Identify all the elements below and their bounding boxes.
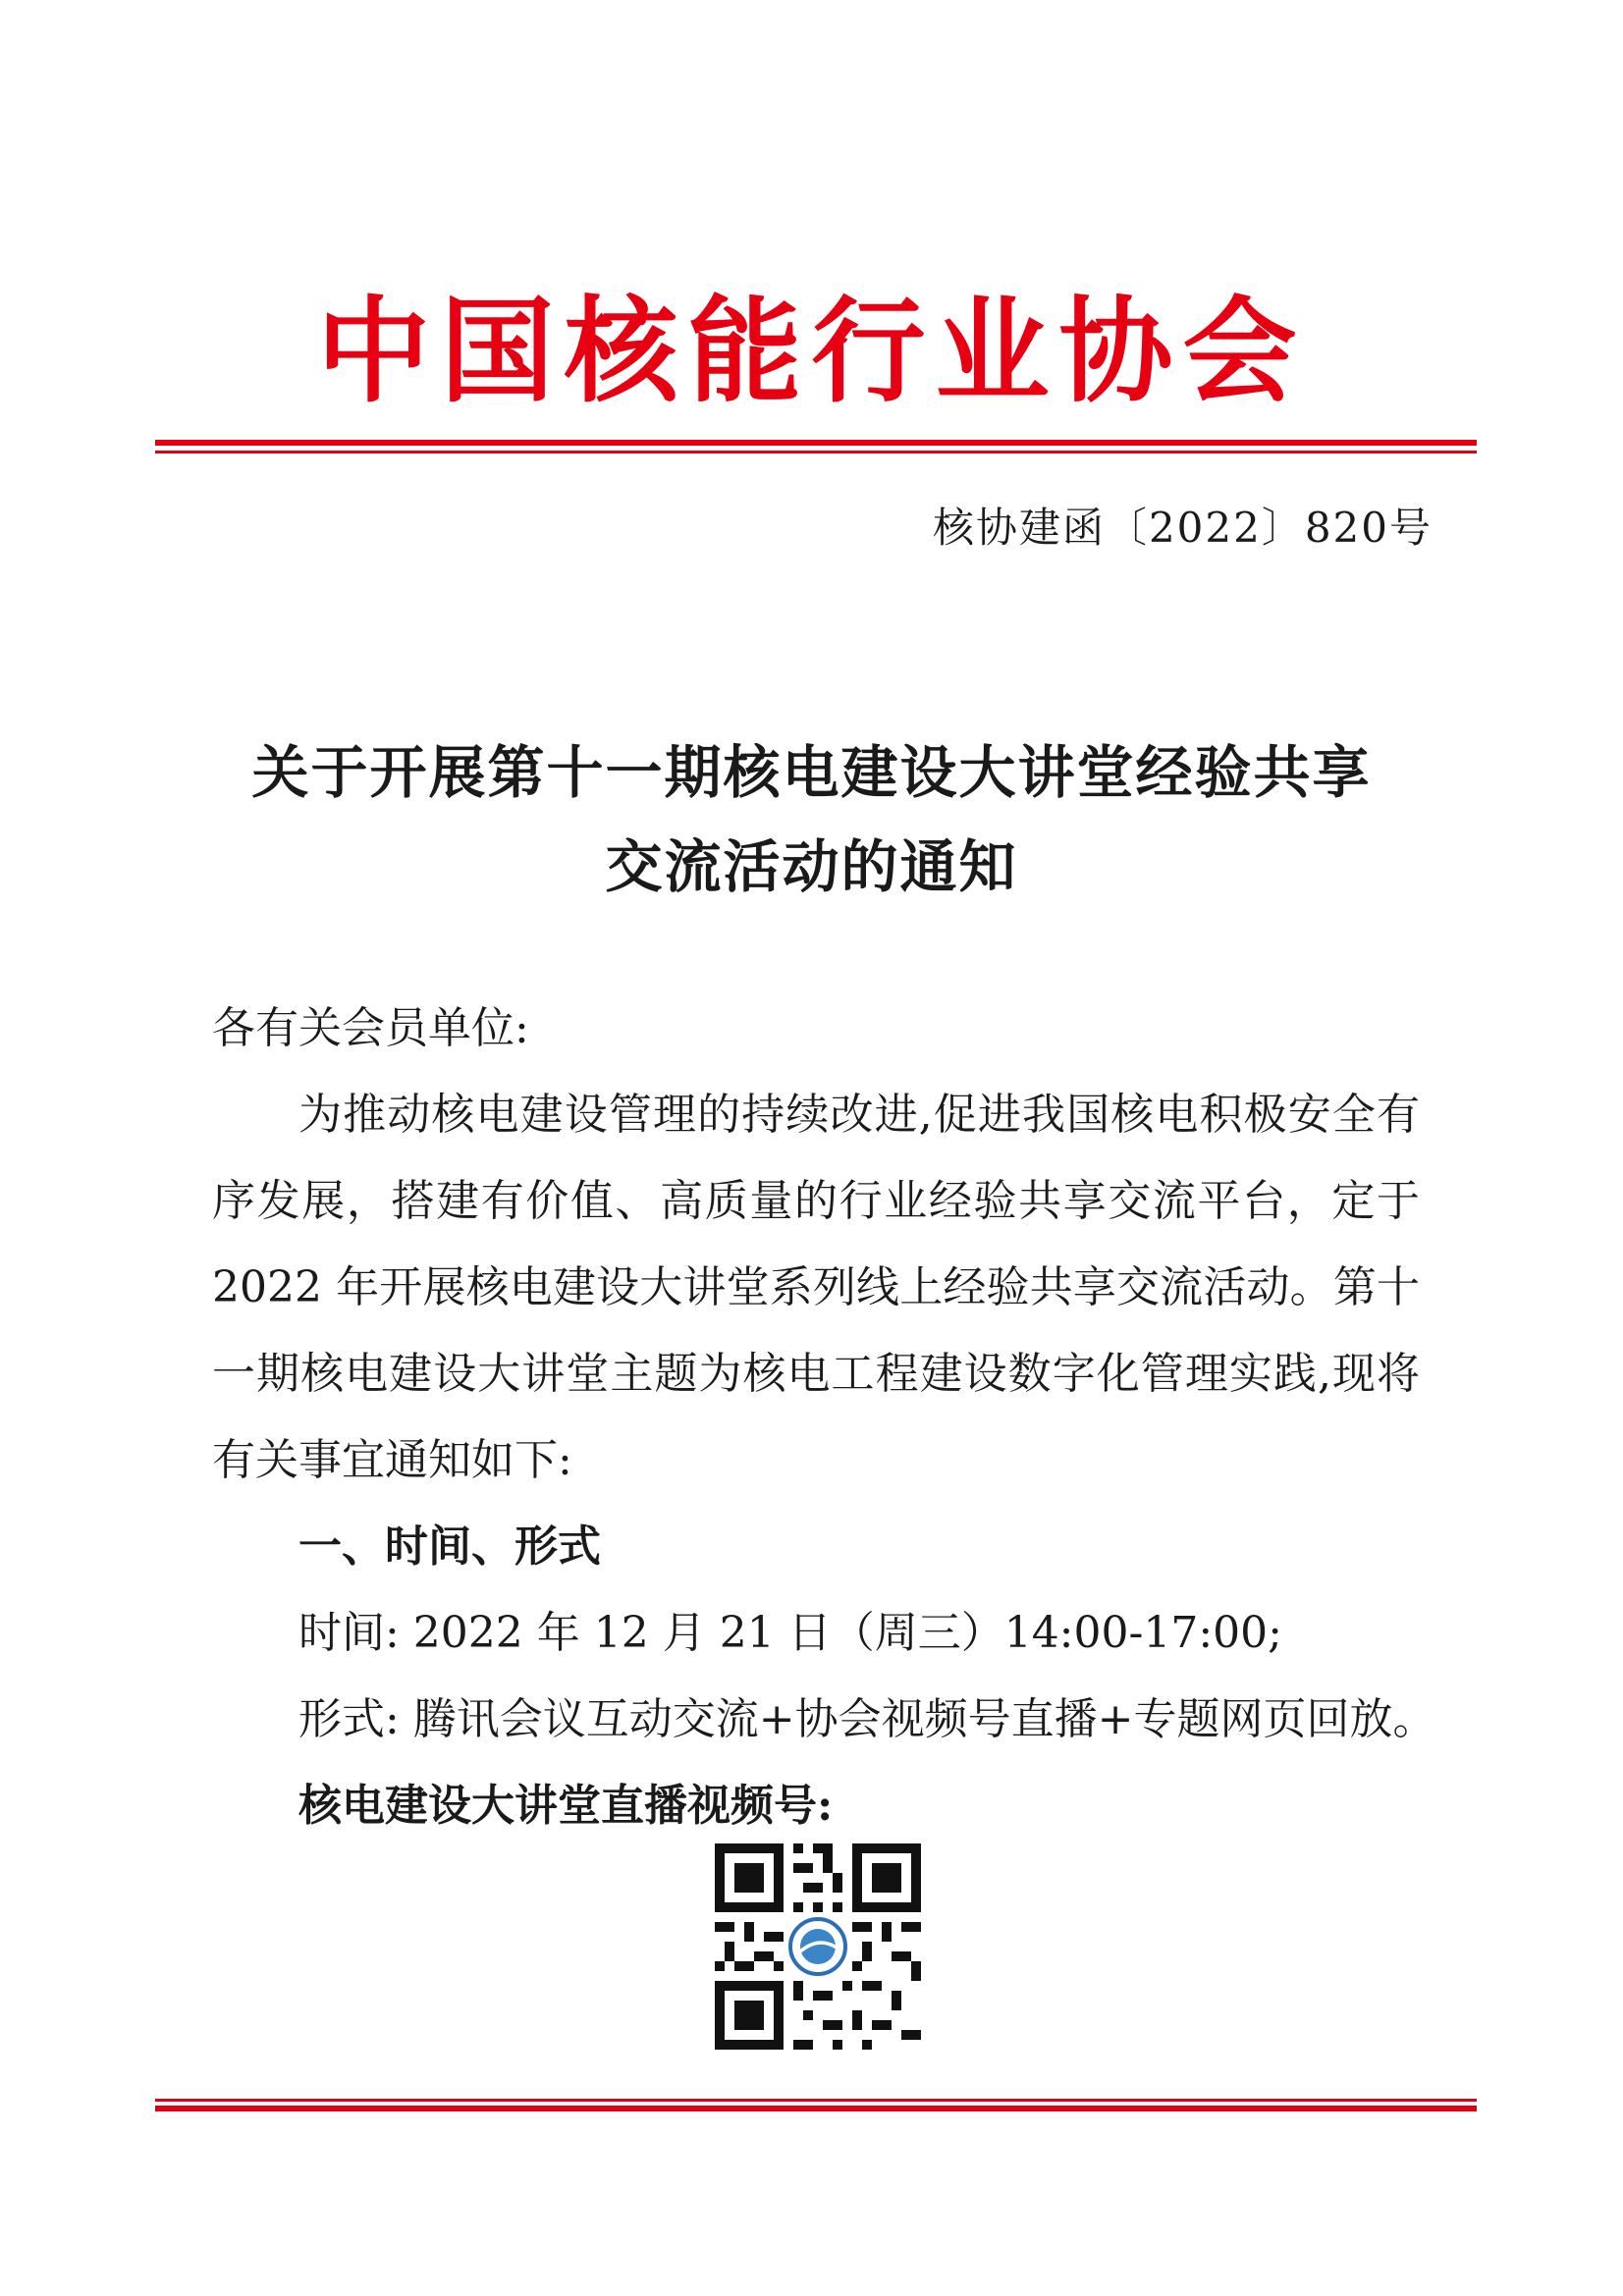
header-rule-thick [155,440,1477,446]
notice-title-line-1: 关于开展第十一期核电建设大讲堂经验共享 [251,739,1372,806]
intro-line-1: 为推动核电建设管理的持续改进,促进我国核电积极安全有 [298,1090,1420,1140]
notice-title-line-2: 交流活动的通知 [605,833,1018,900]
qr-code-icon [715,1843,921,2050]
intro-line-4: 一期核电建设大讲堂主题为核电工程建设数字化管理实践,现将 [212,1349,1420,1399]
salutation: 各有关会员单位: [212,1003,529,1053]
footer-rule-thin [155,2099,1477,2102]
intro-line-5: 有关事宜通知如下: [212,1435,572,1485]
document-number: 核协建函〔2022〕820号 [932,504,1433,552]
intro-line-2: 序发展，搭建有价值、高质量的行业经验共享交流平台，定于 [212,1176,1420,1226]
footer-rule-thick [155,2106,1477,2111]
time-line: 时间: 2022 年 12 月 21 日（周三）14:00-17:00; [298,1608,1282,1658]
section-heading-time-format: 一、时间、形式 [298,1522,601,1572]
format-line: 形式: 腾讯会议互动交流+协会视频号直播+专题网页回放。 [298,1694,1436,1744]
intro-line-3: 2022 年开展核电建设大讲堂系列线上经验共享交流活动。第十 [212,1262,1420,1312]
organization-name: 中国核能行业协会 [316,285,1307,418]
video-channel-heading: 核电建设大讲堂直播视频号: [298,1781,834,1831]
header-rule-thin [155,451,1477,454]
